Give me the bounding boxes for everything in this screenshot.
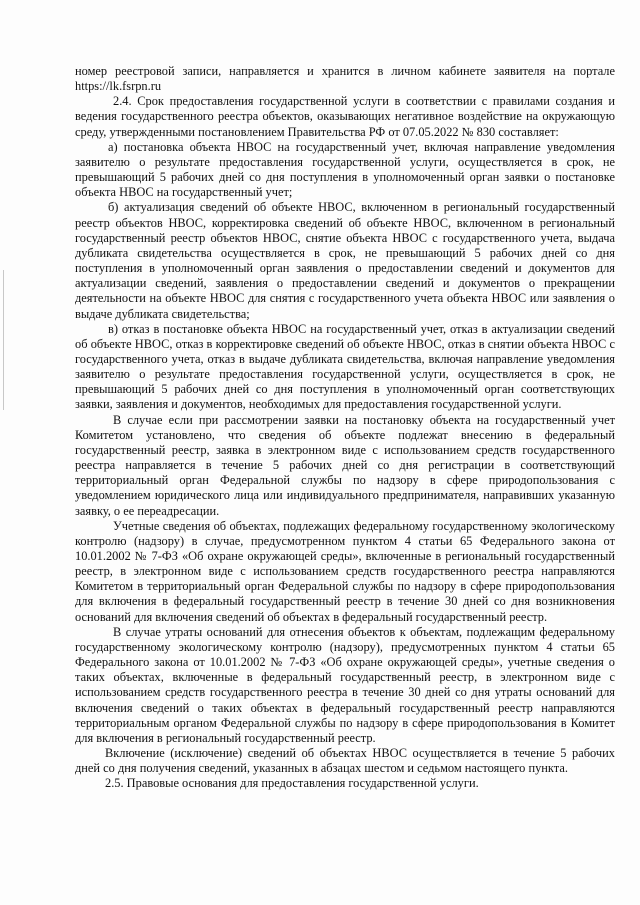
paragraph-accounting-records: Учетные сведения об объектах, подлежащих федеральному государственному экологическому контролю (надзору) в случае, предусмотренном пунктом 4 статьи 65 Федерального закона от 10.01.2002 № 7-ФЗ «Об охране окружающей среды», включенные в региональный государственный реестр, в электронном виде с использованием средств государственного реестра направляются Комитетом в территориальный орган Федеральной службы по надзору в сфере природопользования для включения в федеральный государственный реестр в течение 30 дней со дня возникновения оснований для включения сведений об объектах в федеральный государственный реестр. <box>75 518 615 624</box>
paragraph-item-b: б) актуализация сведений об объекте НВОС, включенном в региональный государственный реестр объектов НВОС, корректировка сведений об объекте НВОС, включенном в региональный государственный реестр объектов НВОС, снятие объекта НВОС с государственного учета, выдача дубликата свидетельства осуществляется в срок, не превышающий 5 рабочих дней со дня поступления в уполномоченный орган заявления о предоставлении сведений и документов для актуализации сведений, заявления о предоставлении сведений и документов о прекращении деятельности на объекте НВОС для снятия с государственного учета объекта НВОС или заявления о выдаче дубликата свидетельства; <box>75 200 615 321</box>
paragraph-item-a: а) постановка объекта НВОС на государственный учет, включая направление уведомления заявителю о результате предоставления государственной услуги, осуществляется в срок, не превышающий 5 рабочих дней со дня поступления в уполномоченный орган заявки о постановке объекта НВОС на государственный учет; <box>75 139 615 200</box>
scan-edge-mark <box>3 270 4 410</box>
paragraph-continuation: номер реестровой записи, направляется и хранится в личном кабинете заявителя на портале https://lk.fsrpn.ru <box>75 64 615 94</box>
paragraph-federal-registry-redirect: В случае если при рассмотрении заявки на постановку объекта на государственный учет Комитетом установлено, что сведения об объекте подлежат внесению в федеральный государственный реестр, заявка в электронном виде с использованием средств государственного реестра направляется в течение 5 рабочих дней со дня регистрации в соответствующий территориальный орган Федеральной службы по надзору в сфере природопользования с уведомлением юридического лица или индивидуального предпринимателя, направивших указанную заявку, о ее переадресации. <box>75 412 615 518</box>
paragraph-loss-of-grounds: В случае утраты оснований для отнесения объектов к объектам, подлежащим федеральному государственному экологическому контролю (надзору), предусмотренных пунктом 4 статьи 65 Федерального закона от 10.01.2002 № 7-ФЗ «Об охране окружающей среды», учетные сведения о таких объектах, включенные в федеральный государственный реестр, в электронном виде с использованием средств государственного реестра в течение 30 дней со дня утраты оснований для включения сведений о таких объектах в федеральный государственный реестр направляются территориальным органом Федеральной службы по надзору в сфере природопользования в Комитет для включения в региональный государственный реестр. <box>75 624 615 745</box>
paragraph-item-v: в) отказ в постановке объекта НВОС на государственный учет, отказ в актуализации сведений об объекте НВОС, отказ в корректировке сведений об объекте НВОС, отказ в снятии объекта НВОС с государственного учета, отказ в выдаче дубликата свидетельства, включая направление уведомления заявителю о результате предоставления государственной услуги, осуществляется в срок, не превышающий 5 рабочих дней со дня поступления в уполномоченный орган соответствующих заявки, заявления и документов, необходимых для предоставления государственной услуги. <box>75 321 615 412</box>
paragraph-2-5: 2.5. Правовые основания для предоставления государственной услуги. <box>105 776 479 791</box>
paragraph-inclusion-exclusion: Включение (исключение) сведений об объектах НВОС осуществляется в течение 5 рабочих дней со дня получения сведений, указанных в абзацах шестом и седьмом настоящего пункта. <box>75 746 615 776</box>
paragraph-2-4: 2.4. Срок предоставления государственной услуги в соответствии с правилами создания и ведения государственного реестра объектов, оказывающих негативное воздействие на окружающую среду, утвержденными постановлением Правительства РФ от 07.05.2022 № 830 составляет: <box>75 94 615 139</box>
document-body <box>75 64 615 792</box>
